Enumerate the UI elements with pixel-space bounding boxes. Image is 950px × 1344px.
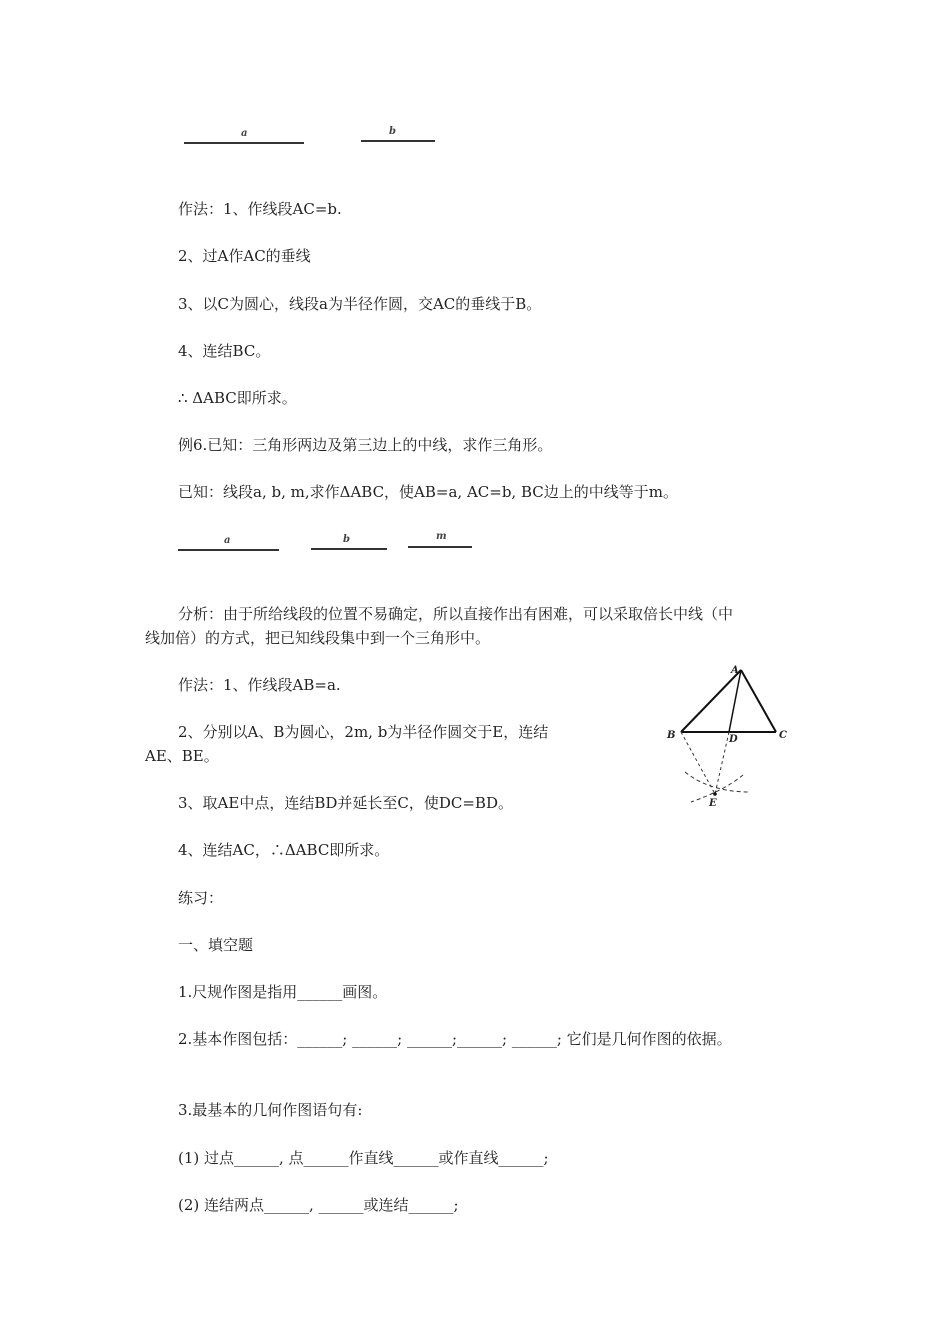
- segment-a-top: [184, 142, 304, 144]
- exercises-section: 一、填空题: [178, 936, 254, 954]
- point-e: [713, 792, 717, 796]
- exercise-q3-2: (2) 连结两点______, ______或连结______;: [178, 1196, 459, 1214]
- segment-a-top-label: a: [241, 128, 248, 139]
- segment-m-mid: [408, 546, 472, 548]
- label-e: E: [709, 798, 717, 809]
- construction-step-2: 2、过A作AC的垂线: [178, 247, 311, 265]
- analysis-line-1: 分析：由于所给线段的位置不易确定，所以直接作出有困难，可以采取倍长中线（中: [178, 605, 734, 623]
- construction-step-1: 作法：1、作线段AC=b.: [178, 200, 342, 218]
- example-6-given: 已知：线段a, b, m,求作ΔABC，使AB=a, AC=b, BC边上的中线等于m。: [178, 483, 678, 501]
- construction2-step-2-line-2: AE、BE。: [145, 747, 219, 765]
- edge-ab: [681, 670, 741, 732]
- exercise-q1: 1.尺规作图是指用______画图。: [178, 983, 388, 1001]
- label-a: A: [731, 665, 739, 676]
- exercise-q3: 3.最基本的几何作图语句有:: [178, 1101, 363, 1119]
- label-d: D: [729, 734, 738, 745]
- construction-step-4: 4、连结BC。: [178, 342, 271, 360]
- dashed-de: [715, 732, 729, 794]
- exercises-heading: 练习：: [178, 889, 224, 907]
- construction-conclusion: ∴ ΔABC即所求。: [178, 389, 297, 407]
- label-c: C: [779, 730, 787, 741]
- analysis-line-2: 线加倍）的方式，把已知线段集中到一个三角形中。: [145, 629, 491, 647]
- exercise-q3-1: (1) 过点______, 点______作直线______或作直线______;: [178, 1149, 549, 1167]
- segment-b-mid: [311, 548, 387, 550]
- construction2-step-2-line-1: 2、分别以A、B为圆心，2m, b为半径作圆交于E，连结: [178, 723, 549, 741]
- segment-a-mid-label: a: [224, 535, 231, 546]
- example-6-title: 例6.已知：三角形两边及第三边上的中线，求作三角形。: [178, 436, 553, 454]
- label-b: B: [667, 730, 676, 741]
- construction2-step-4: 4、连结AC，∴ΔABC即所求。: [178, 841, 390, 859]
- arc-left: [685, 772, 750, 792]
- segment-b-top: [361, 140, 435, 142]
- construction2-step-3: 3、取AE中点，连结BD并延长至C，使DC=BD。: [178, 794, 513, 812]
- triangle-figure: [655, 660, 815, 820]
- segment-b-mid-label: b: [343, 534, 350, 545]
- arc-right: [691, 775, 743, 802]
- segment-a-mid: [178, 549, 279, 551]
- segment-b-top-label: b: [389, 126, 396, 137]
- construction2-step-1: 作法：1、作线段AB=a.: [178, 676, 341, 694]
- edge-ac: [741, 670, 776, 732]
- segment-m-mid-label: m: [436, 531, 447, 542]
- dashed-be: [681, 732, 715, 794]
- construction-step-3: 3、以C为圆心，线段a为半径作圆，交AC的垂线于B。: [178, 295, 542, 313]
- exercise-q2: 2.基本作图包括：______; ______; ______;______; ______; 它们是几何作图的依据。: [178, 1030, 732, 1048]
